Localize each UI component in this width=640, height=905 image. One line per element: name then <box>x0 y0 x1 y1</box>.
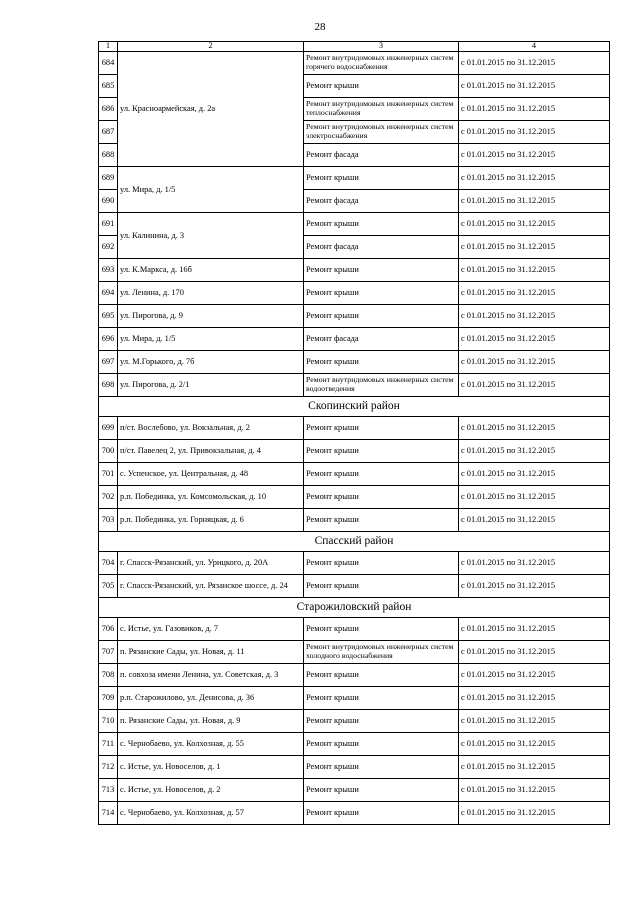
work-type-cell: Ремонт внутридомовых инженерных систем теплоснабжения <box>304 98 459 121</box>
period-cell: с 01.01.2015 по 31.12.2015 <box>459 779 610 802</box>
row-number: 709 <box>99 687 118 710</box>
row-number: 692 <box>99 236 118 259</box>
address-cell: п. Рязанские Сады, ул. Новая, д. 11 <box>118 641 304 664</box>
table-row <box>99 463 610 486</box>
work-type-cell: Ремонт крыши <box>304 351 459 374</box>
work-type-cell: Ремонт крыши <box>304 618 459 641</box>
row-number: 694 <box>99 282 118 305</box>
row-number: 695 <box>99 305 118 328</box>
table-row <box>99 417 610 440</box>
address-cell: ул. Пирогова, д. 2/1 <box>118 374 304 397</box>
address-cell: г. Спасск-Рязанский, ул. Урицкого, д. 20А <box>118 552 304 575</box>
table-row <box>99 687 610 710</box>
work-type-cell: Ремонт крыши <box>304 664 459 687</box>
work-type-cell: Ремонт фасада <box>304 328 459 351</box>
row-number: 710 <box>99 710 118 733</box>
work-type-cell: Ремонт крыши <box>304 440 459 463</box>
period-cell: с 01.01.2015 по 31.12.2015 <box>459 552 610 575</box>
address-cell: р.п. Побединка, ул. Горняцкая, д. 6 <box>118 509 304 532</box>
period-cell: с 01.01.2015 по 31.12.2015 <box>459 52 610 75</box>
column-number: 1 <box>99 42 118 52</box>
table-row <box>99 664 610 687</box>
row-number: 714 <box>99 802 118 825</box>
row-number: 712 <box>99 756 118 779</box>
period-cell: с 01.01.2015 по 31.12.2015 <box>459 190 610 213</box>
table-row <box>99 52 610 75</box>
address-cell: ул. Мира, д. 1/5 <box>118 328 304 351</box>
column-number: 2 <box>118 42 304 52</box>
row-number: 707 <box>99 641 118 664</box>
district-name: Спасский район <box>99 532 610 552</box>
repair-schedule-table <box>98 41 610 825</box>
table-row <box>99 213 610 236</box>
period-cell: с 01.01.2015 по 31.12.2015 <box>459 486 610 509</box>
period-cell: с 01.01.2015 по 31.12.2015 <box>459 259 610 282</box>
address-cell: ул. Ленина, д. 170 <box>118 282 304 305</box>
table-row <box>99 351 610 374</box>
work-type-cell: Ремонт крыши <box>304 575 459 598</box>
row-number: 689 <box>99 167 118 190</box>
table-row <box>99 802 610 825</box>
period-cell: с 01.01.2015 по 31.12.2015 <box>459 351 610 374</box>
work-type-cell: Ремонт крыши <box>304 687 459 710</box>
address-cell: с. Успенское, ул. Центральная, д. 48 <box>118 463 304 486</box>
work-type-cell: Ремонт крыши <box>304 75 459 98</box>
address-cell: р.п. Побединка, ул. Комсомольская, д. 10 <box>118 486 304 509</box>
table-row <box>99 486 610 509</box>
row-number: 691 <box>99 213 118 236</box>
work-type-cell: Ремонт крыши <box>304 802 459 825</box>
column-number: 4 <box>459 42 610 52</box>
table-row <box>99 618 610 641</box>
work-type-cell: Ремонт крыши <box>304 710 459 733</box>
address-cell: ул. М.Горького, д. 7б <box>118 351 304 374</box>
work-type-cell: Ремонт внутридомовых инженерных систем электроснабжения <box>304 121 459 144</box>
period-cell: с 01.01.2015 по 31.12.2015 <box>459 618 610 641</box>
period-cell: с 01.01.2015 по 31.12.2015 <box>459 641 610 664</box>
district-header-row <box>99 397 610 417</box>
work-type-cell: Ремонт крыши <box>304 552 459 575</box>
table-row <box>99 282 610 305</box>
district-header-row <box>99 532 610 552</box>
row-number: 703 <box>99 509 118 532</box>
work-type-cell: Ремонт внутридомовых инженерных систем водоотведения <box>304 374 459 397</box>
table-row <box>99 779 610 802</box>
period-cell: с 01.01.2015 по 31.12.2015 <box>459 328 610 351</box>
address-cell: р.п. Старожилово, ул. Денисова, д. 36 <box>118 687 304 710</box>
period-cell: с 01.01.2015 по 31.12.2015 <box>459 440 610 463</box>
table-row <box>99 167 610 190</box>
work-type-cell: Ремонт фасада <box>304 236 459 259</box>
row-number: 690 <box>99 190 118 213</box>
period-cell: с 01.01.2015 по 31.12.2015 <box>459 733 610 756</box>
work-type-cell: Ремонт крыши <box>304 486 459 509</box>
table-row <box>99 328 610 351</box>
period-cell: с 01.01.2015 по 31.12.2015 <box>459 236 610 259</box>
row-number: 696 <box>99 328 118 351</box>
district-name: Старожиловский район <box>99 598 610 618</box>
work-type-cell: Ремонт крыши <box>304 305 459 328</box>
address-cell: с. Истье, ул. Новоселов, д. 2 <box>118 779 304 802</box>
row-number: 699 <box>99 417 118 440</box>
period-cell: с 01.01.2015 по 31.12.2015 <box>459 802 610 825</box>
address-cell: г. Спасск-Рязанский, ул. Рязанское шоссе, д. 24 <box>118 575 304 598</box>
period-cell: с 01.01.2015 по 31.12.2015 <box>459 687 610 710</box>
table-row <box>99 710 610 733</box>
row-number: 688 <box>99 144 118 167</box>
work-type-cell: Ремонт крыши <box>304 167 459 190</box>
row-number: 701 <box>99 463 118 486</box>
row-number: 700 <box>99 440 118 463</box>
table-row <box>99 440 610 463</box>
period-cell: с 01.01.2015 по 31.12.2015 <box>459 121 610 144</box>
column-number: 3 <box>304 42 459 52</box>
work-type-cell: Ремонт внутридомовых инженерных систем холодного водоснабжения <box>304 641 459 664</box>
table-row <box>99 374 610 397</box>
address-cell: с. Истье, ул. Новоселов, д. 1 <box>118 756 304 779</box>
address-cell: с. Чернобаево, ул. Колхозная, д. 55 <box>118 733 304 756</box>
row-number: 702 <box>99 486 118 509</box>
row-number: 705 <box>99 575 118 598</box>
period-cell: с 01.01.2015 по 31.12.2015 <box>459 305 610 328</box>
row-number: 704 <box>99 552 118 575</box>
row-number: 687 <box>99 121 118 144</box>
table-row <box>99 509 610 532</box>
work-type-cell: Ремонт крыши <box>304 282 459 305</box>
table-row <box>99 259 610 282</box>
row-number: 697 <box>99 351 118 374</box>
work-type-cell: Ремонт крыши <box>304 756 459 779</box>
row-number: 706 <box>99 618 118 641</box>
period-cell: с 01.01.2015 по 31.12.2015 <box>459 213 610 236</box>
work-type-cell: Ремонт фасада <box>304 190 459 213</box>
address-cell: ул. Красноармейская, д. 2а <box>118 52 304 167</box>
period-cell: с 01.01.2015 по 31.12.2015 <box>459 575 610 598</box>
work-type-cell: Ремонт крыши <box>304 463 459 486</box>
row-number: 711 <box>99 733 118 756</box>
work-type-cell: Ремонт внутридомовых инженерных систем горячего водоснабжения <box>304 52 459 75</box>
period-cell: с 01.01.2015 по 31.12.2015 <box>459 75 610 98</box>
address-cell: п/ст. Павелец 2, ул. Привокзальная, д. 4 <box>118 440 304 463</box>
work-type-cell: Ремонт крыши <box>304 259 459 282</box>
period-cell: с 01.01.2015 по 31.12.2015 <box>459 417 610 440</box>
row-number: 693 <box>99 259 118 282</box>
table-row <box>99 756 610 779</box>
work-type-cell: Ремонт крыши <box>304 213 459 236</box>
period-cell: с 01.01.2015 по 31.12.2015 <box>459 144 610 167</box>
period-cell: с 01.01.2015 по 31.12.2015 <box>459 463 610 486</box>
work-type-cell: Ремонт крыши <box>304 509 459 532</box>
address-cell: п. совхоза имени Ленина, ул. Советская, д. 3 <box>118 664 304 687</box>
row-number: 684 <box>99 52 118 75</box>
period-cell: с 01.01.2015 по 31.12.2015 <box>459 756 610 779</box>
table-row <box>99 552 610 575</box>
address-cell: с. Чернобаево, ул. Колхозная, д. 57 <box>118 802 304 825</box>
work-type-cell: Ремонт крыши <box>304 417 459 440</box>
row-number: 713 <box>99 779 118 802</box>
work-type-cell: Ремонт крыши <box>304 779 459 802</box>
period-cell: с 01.01.2015 по 31.12.2015 <box>459 282 610 305</box>
address-cell: ул. Пирогова, д. 9 <box>118 305 304 328</box>
row-number: 685 <box>99 75 118 98</box>
table-row <box>99 733 610 756</box>
page-number: 28 <box>314 21 326 33</box>
address-cell: с. Истье, ул. Газовиков, д. 7 <box>118 618 304 641</box>
address-cell: ул. Мира, д. 1/5 <box>118 167 304 213</box>
period-cell: с 01.01.2015 по 31.12.2015 <box>459 98 610 121</box>
period-cell: с 01.01.2015 по 31.12.2015 <box>459 167 610 190</box>
table-row <box>99 641 610 664</box>
table-row <box>99 575 610 598</box>
period-cell: с 01.01.2015 по 31.12.2015 <box>459 710 610 733</box>
period-cell: с 01.01.2015 по 31.12.2015 <box>459 509 610 532</box>
work-type-cell: Ремонт фасада <box>304 144 459 167</box>
address-cell: п. Рязанские Сады, ул. Новая, д. 9 <box>118 710 304 733</box>
district-header-row <box>99 598 610 618</box>
district-name: Скопинский район <box>99 397 610 417</box>
column-number-row <box>99 42 610 52</box>
table-row <box>99 305 610 328</box>
row-number: 698 <box>99 374 118 397</box>
period-cell: с 01.01.2015 по 31.12.2015 <box>459 664 610 687</box>
row-number: 686 <box>99 98 118 121</box>
address-cell: ул. К.Маркса, д. 16б <box>118 259 304 282</box>
work-type-cell: Ремонт крыши <box>304 733 459 756</box>
address-cell: ул. Калинина, д. 3 <box>118 213 304 259</box>
address-cell: п/ст. Вослебово, ул. Вокзальная, д. 2 <box>118 417 304 440</box>
row-number: 708 <box>99 664 118 687</box>
period-cell: с 01.01.2015 по 31.12.2015 <box>459 374 610 397</box>
